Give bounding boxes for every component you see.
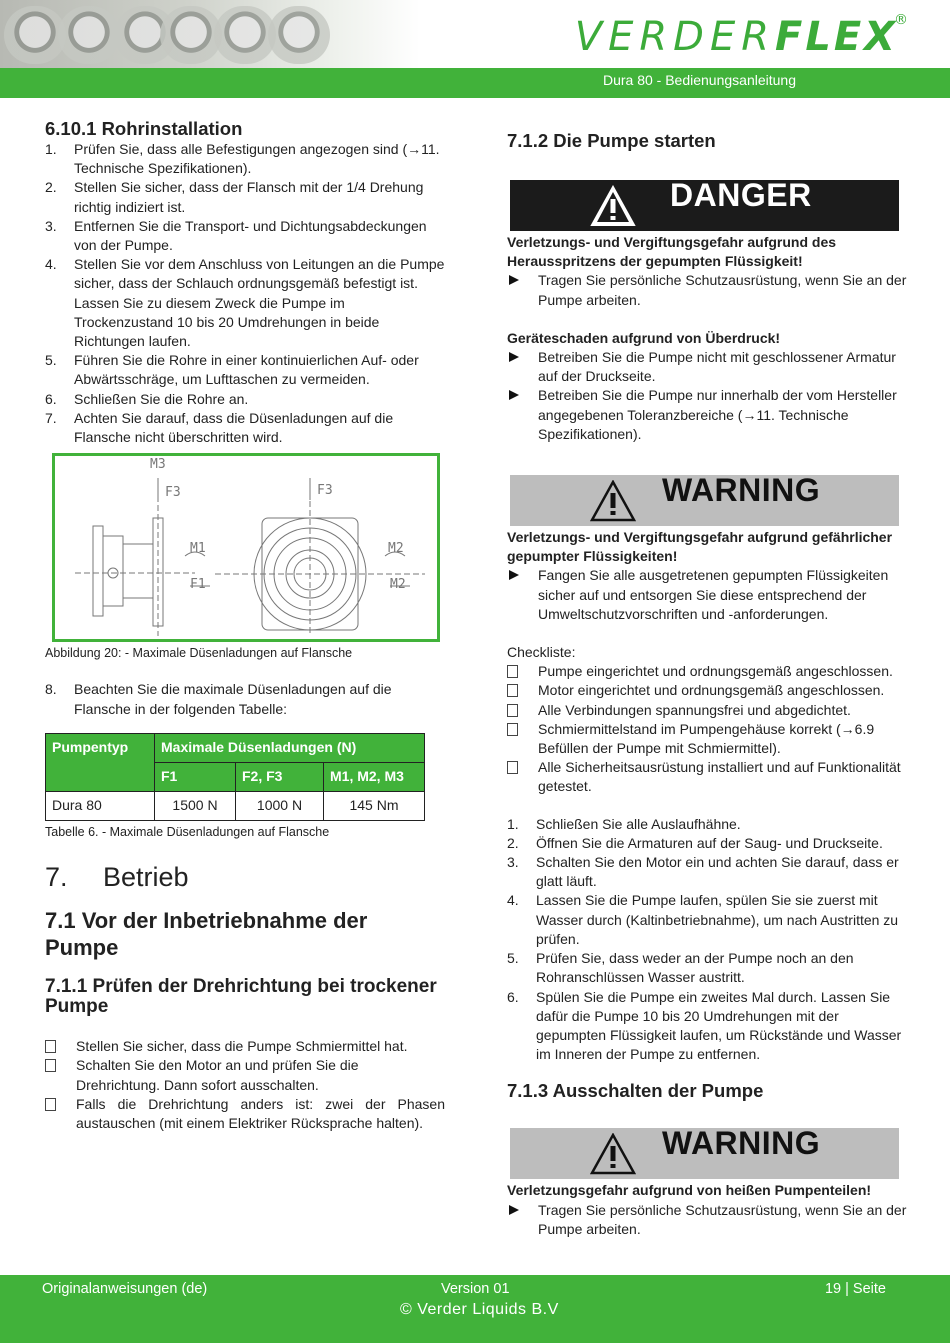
nozzle-load-table (45, 733, 425, 821)
table-row (46, 791, 425, 820)
warning-triangle-icon (590, 1133, 636, 1175)
danger-sign (510, 177, 899, 231)
table-cell: 1500 N (155, 791, 236, 820)
header-pump-photo (0, 0, 420, 68)
table-header: M1, M2, M3 (324, 762, 425, 791)
damage-hazard: Geräteschaden aufgrund von Überdruck! (507, 329, 781, 346)
label-m3: M3 (150, 457, 166, 473)
list-item: Schalten Sie den Motor an und prüfen Sie die Drehrichtung. Dann sofort ausschalten. (45, 1056, 445, 1094)
list-item: 8. Beachten Sie die maximale Düsenladungen auf die Flansche in der folgenden Tabelle: (45, 681, 392, 717)
install-steps (45, 140, 445, 447)
list-item: Schmiermittelstand im Pumpengehäuse korrekt (→6.9 Befüllen der Pumpe mit Schmiermittel). (507, 720, 907, 758)
list-item: Betreiben Sie die Pumpe nur innerhalb der vom Hersteller angegebenen Toleranzbereiche (→11. Technische Spezifikationen). (507, 386, 907, 444)
list-item: Alle Verbindungen spannungsfrei und abgedichtet. (507, 701, 907, 720)
table-cell: 1000 N (236, 791, 324, 820)
list-item: 4. Stellen Sie vor dem Anschluss von Leitungen an die Pumpe sicher, dass der Schlauch ordnungsgemäß befestigt ist. Lassen Sie zu diesem Zweck die Pumpe im Trockenzustand 10 bis 20 Umdrehungen in beide Richtungen laufen. (45, 256, 445, 350)
label-m1: M1 (190, 541, 206, 557)
list-item: Betreiben Sie die Pumpe nicht mit geschlossener Armatur auf der Druckseite. (507, 348, 907, 386)
pipe-installation-heading: 6.10.1 Rohrinstallation (45, 118, 243, 139)
page-number: 19 | Seite (824, 1281, 886, 1297)
footer-copyright: © Verder Liquids B.V (400, 1301, 559, 1318)
verderflex-logo: VERDERFLEX ® (574, 12, 914, 60)
right-column (507, 130, 907, 1239)
table-cell: 145 Nm (324, 791, 425, 820)
list-item: 3. Entfernen Sie die Transport- und Dichtungsabdeckungen von der Pumpe. (45, 217, 427, 254)
table-cell: Dura 80 (46, 791, 155, 820)
label-f3-front: F3 (317, 483, 333, 499)
page-footer (0, 1275, 950, 1343)
list-item: Tragen Sie persönliche Schutzausrüstung, wenn Sie an der Pumpe arbeiten. (507, 271, 907, 309)
table-header: F1 (155, 762, 236, 791)
warning-hazard: Verletzungs- und Vergiftungsgefahr aufgrund gefährlicher gepumpter Flüssigkeiten! (507, 529, 893, 565)
figure-caption: Abbildung 20: - Maximale Düsenladungen auf Flansche (45, 646, 353, 661)
step-8 (45, 680, 445, 718)
table-header: Maximale Düsenladungen (N) (155, 733, 425, 762)
table-caption: Tabelle 6. - Maximale Düsenladungen auf Flansche (45, 824, 330, 839)
danger-word: DANGER (670, 177, 812, 213)
list-item: 1. Schließen Sie alle Auslaufhähne. (507, 815, 741, 832)
checklist-title: Checkliste: (507, 644, 576, 661)
warning-word: WARNING (662, 1125, 821, 1162)
document-title: Dura 80 - Bedienungsanleitung (602, 72, 796, 88)
warning-triangle-icon (590, 480, 636, 522)
start-steps (507, 815, 907, 1065)
list-item: 7. Achten Sie darauf, dass die Düsenladungen auf die Flansche nicht überschritten wird. (45, 409, 394, 446)
warning-sign (510, 472, 899, 526)
start-pump-heading: 7.1.2 Die Pumpe starten (507, 130, 716, 151)
list-item: 4. Lassen Sie die Pumpe laufen, spülen Sie sie zuerst mit Wasser durch (Kaltinbetriebnahme), um nach Austritten zu prüfen. (507, 892, 899, 947)
list-item: 3. Schalten Sie den Motor ein und achten Sie darauf, dass er glatt läuft. (507, 854, 899, 890)
checklist (507, 662, 907, 796)
list-item: Pumpe eingerichtet und ordnungsgemäß angeschlossen. (507, 662, 907, 681)
label-f3-side: F3 (165, 485, 181, 501)
list-item: 5. Prüfen Sie, dass weder an der Pumpe noch an den Rohranschlüssen Wasser austritt. (507, 950, 854, 986)
list-item: 5. Führen Sie die Rohre in einer kontinuierlichen Auf- oder Abwärtsschräge, um Lufttaschen zu vermeiden. (45, 352, 419, 388)
warning-sign (510, 1125, 899, 1179)
footer-left: Originalanweisungen (de) (42, 1281, 208, 1297)
list-item: 1. Prüfen Sie, dass alle Befestigungen angezogen sind (→11. Technische Spezifikationen). (45, 141, 440, 177)
label-m2-top: M2 (388, 541, 404, 557)
subsection-heading: 7.1.1 Prüfen der Drehrichtung bei trockener Pumpe (45, 976, 437, 1018)
section-heading: 7.1 Vor der Inbetriebnahme der Pumpe (45, 908, 368, 961)
table-header: Pumpentyp (46, 733, 155, 791)
danger-hazard: Verletzungs- und Vergiftungsgefahr aufgrund des Herausspritzens der gepumpten Flüssigkeit! (507, 234, 837, 270)
footer-version: Version 01 (441, 1281, 510, 1297)
list-item: 2. Öffnen Sie die Armaturen auf der Saug- und Druckseite. (507, 834, 883, 851)
list-item: 6. Schließen Sie die Rohre an. (45, 390, 249, 407)
list-item: Alle Sicherheitsausrüstung installiert und auf Funktionalität getestet. (507, 758, 907, 796)
header-bar (0, 68, 950, 98)
left-column (45, 118, 445, 1133)
chapter-heading: 7. Betrieb (45, 862, 189, 893)
flange-load-figure (52, 453, 440, 642)
list-item: Stellen Sie sicher, dass die Pumpe Schmiermittel hat. (45, 1037, 445, 1056)
warning-word: WARNING (662, 472, 821, 509)
list-item: 2. Stellen Sie sicher, dass der Flansch mit der 1/4 Drehung richtig indiziert ist. (45, 179, 424, 215)
list-item: Motor eingerichtet und ordnungsgemäß angeschlossen. (507, 681, 907, 700)
flange-drawing (55, 456, 437, 639)
list-item: 6. Spülen Sie die Pumpe ein zweites Mal durch. Lassen Sie dafür die Pumpe 10 bis 20 Umdrehungen mit der gepumpten Flüssigkeit laufen, um Rückstände und Wasser im Inneren der Pumpe zu entfernen. (507, 988, 902, 1063)
list-item: Falls die Drehrichtung anders ist: zwei der Phasen austauschen (mit einem Elektriker Rücksprache halten). (45, 1095, 445, 1133)
list-item: Tragen Sie persönliche Schutzausrüstung, wenn Sie an der Pumpe arbeiten. (507, 1201, 907, 1239)
warning-hazard: Verletzungsgefahr aufgrund von heißen Pumpenteilen! (507, 1182, 872, 1199)
label-f1: F1 (190, 577, 206, 593)
list-item: Fangen Sie alle ausgetretenen gepumpten Flüssigkeiten sicher auf und entsorgen Sie diese entsprechend der Umweltschutzvorschriften und -anforderungen. (507, 566, 907, 624)
dry-check-list (45, 1037, 445, 1133)
warning-triangle-icon (590, 185, 636, 227)
table-header: F2, F3 (236, 762, 324, 791)
label-m2-bottom: M2 (390, 577, 406, 593)
stop-pump-heading: 7.1.3 Ausschalten der Pumpe (507, 1080, 764, 1102)
